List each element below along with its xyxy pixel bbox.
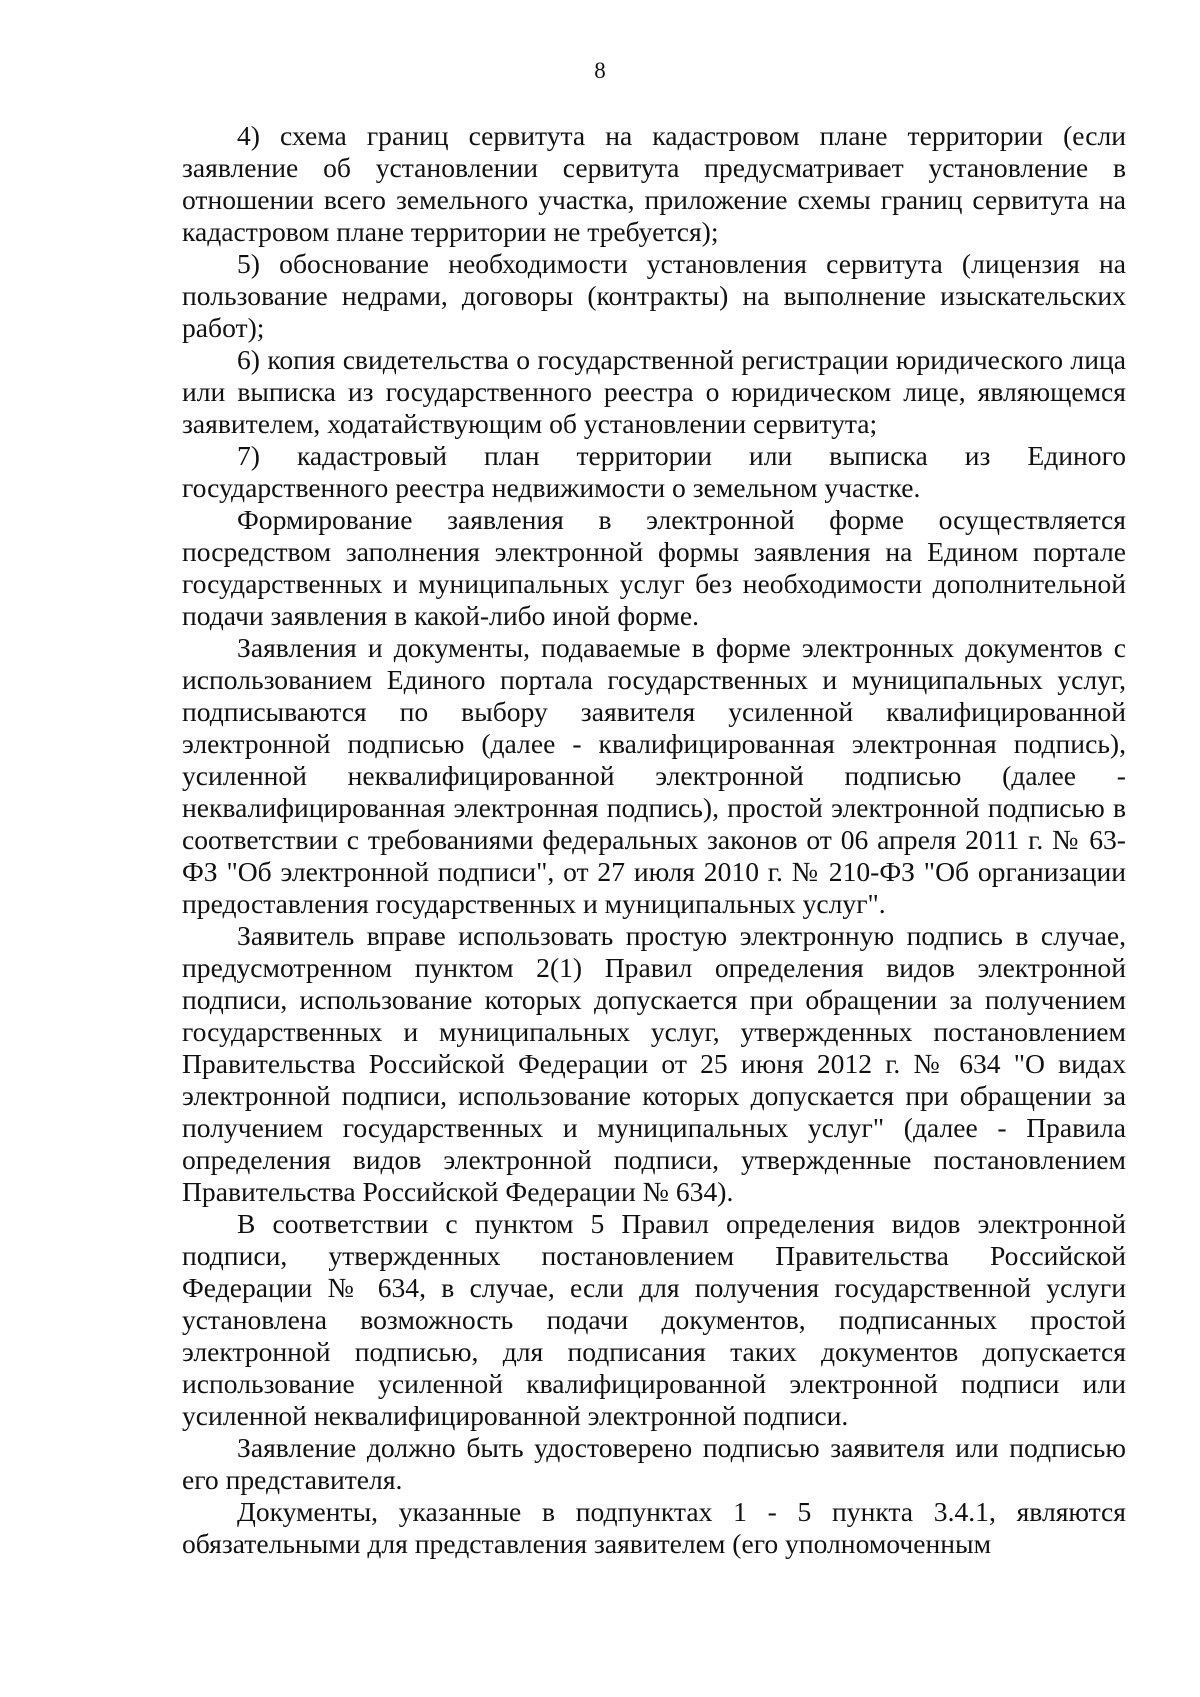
paragraph-required-documents: Документы, указанные в подпунктах 1 - 5 пункта 3.4.1, являются обязательными для представления заявителем (его уполномоченным	[182, 1496, 1126, 1559]
paragraph-item-6: 6) копия свидетельства о государственной регистрации юридического лица или выписка из государственного реестра о юридическом лице, являющемся заявителем, ходатайствующим об установлении сервитута;	[182, 344, 1126, 439]
document-body	[182, 120, 1126, 1560]
page-number: 8	[594, 58, 606, 83]
paragraph-electronic-signature: Заявления и документы, подаваемые в форме электронных документов с использованием Единого портала государственных и муниципальных услуг, подписываются по выбору заявителя усиленной квалифицированной электронной подписью (далее - квалифицированная электронная подпись), усиленной неквалифицированной электронной подписью (далее - неквалифицированная электронная подпись), простой электронной подписью в соответствии с требованиями федеральных законов от 06 апреля 2011 г. № 63-ФЗ "Об электронной подписи", от 27 июля 2010 г. № 210-ФЗ "Об организации предоставления государственных и муниципальных услуг".	[182, 632, 1126, 919]
paragraph-item-7: 7) кадастровый план территории или выписка из Единого государственного реестра недвижимости о земельном участке.	[182, 440, 1126, 503]
paragraph-rule-5: В соответствии с пунктом 5 Правил определения видов электронной подписи, утвержденных постановлением Правительства Российской Федерации № 634, в случае, если для получения государственной услуги установлена возможность подачи документов, подписанных простой электронной подписью, для подписания таких документов допускается использование усиленной квалифицированной электронной подписи или усиленной неквалифицированной электронной подписи.	[182, 1208, 1126, 1431]
paragraph-electronic-form: Формирование заявления в электронной форме осуществляется посредством заполнения электронной формы заявления на Едином портале государственных и муниципальных услуг без необходимости дополнительной подачи заявления в какой-либо иной форме.	[182, 504, 1126, 631]
paragraph-item-4: 4) схема границ сервитута на кадастровом плане территории (если заявление об установлении сервитута предусматривает установление в отношении всего земельного участка, приложение схемы границ сервитута на кадастровом плане территории не требуется);	[182, 120, 1126, 247]
paragraph-simple-signature: Заявитель вправе использовать простую электронную подпись в случае, предусмотренном пунктом 2(1) Правил определения видов электронной подписи, использование которых допускается при обращении за получением государственных и муниципальных услуг, утвержденных постановлением Правительства Российской Федерации от 25 июня 2012 г. № 634 "О видах электронной подписи, использование которых допускается при обращении за получением государственных и муниципальных услуг" (далее - Правила определения видов электронной подписи, утвержденные постановлением Правительства Российской Федерации № 634).	[182, 920, 1126, 1207]
paragraph-certification: Заявление должно быть удостоверено подписью заявителя или подписью его представителя.	[182, 1432, 1126, 1495]
paragraph-item-5: 5) обоснование необходимости установления сервитута (лицензия на пользование недрами, договоры (контракты) на выполнение изыскательских работ);	[182, 248, 1126, 343]
